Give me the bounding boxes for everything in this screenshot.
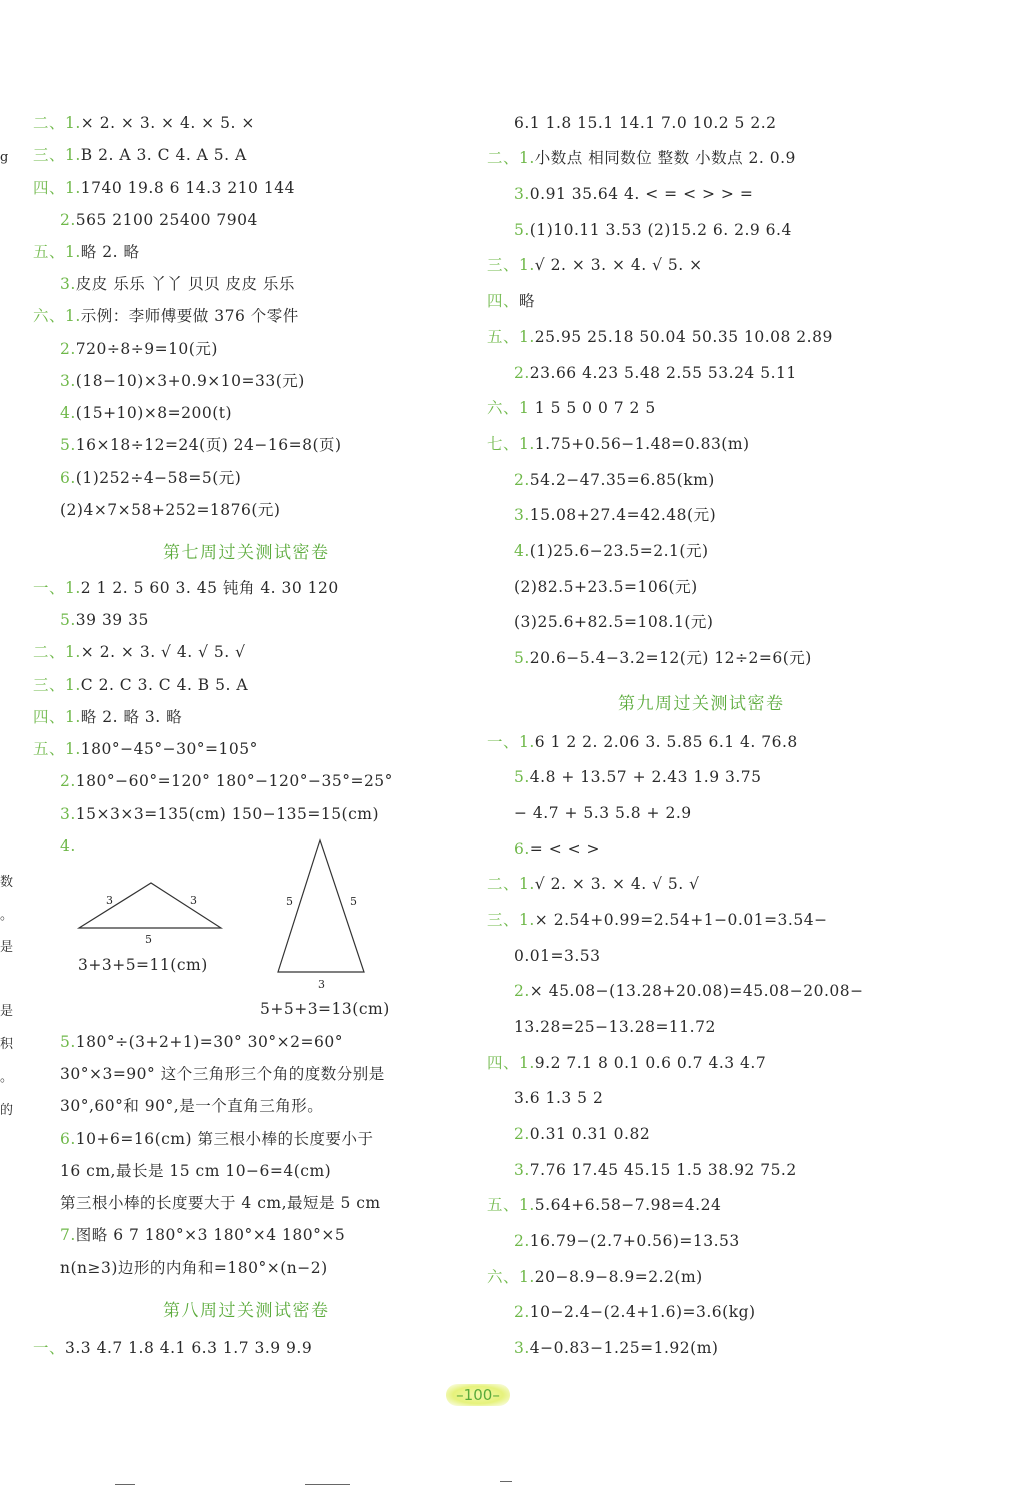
left-edge-fragment: 数	[0, 875, 14, 890]
answer-line: 2.54.2−47.35=6.85(km)	[514, 471, 715, 489]
answer-line: 六、1.20−8.9−8.9=2.2(m)	[487, 1268, 703, 1286]
answer-line: 4.(1)25.6−23.5=2.1(元)	[514, 542, 709, 560]
answer-line: 3.15×3×3=135(cm) 150−135=15(cm)	[60, 805, 380, 823]
answer-line: 3.7.76 17.45 45.15 1.5 38.92 75.2	[514, 1161, 797, 1179]
answer-line: 五、1.180°−45°−30°=105°	[33, 740, 258, 758]
answer-line: (3)25.6+82.5=108.1(元)	[514, 613, 714, 631]
answer-line: 5.(1)10.11 3.53 (2)15.2 6. 2.9 6.4	[514, 221, 792, 239]
scan-mark	[305, 1484, 350, 1485]
answer-line: 3.6 1.3 5 2	[514, 1089, 604, 1107]
answer-line: 五、1.25.95 25.18 50.04 50.35 10.08 2.89	[487, 328, 833, 346]
answer-line: 一、3.3 4.7 1.8 4.1 6.3 1.7 3.9 9.9	[33, 1339, 313, 1357]
triangle-figure-2	[270, 834, 380, 992]
left-edge-fragment: 。	[0, 1070, 14, 1085]
answer-line: 16 cm,最长是 15 cm 10−6=4(cm)	[60, 1162, 332, 1180]
answer-line: 三、1.√ 2. × 3. × 4. √ 5. ×	[487, 256, 703, 274]
triangle-figure-1	[70, 872, 230, 947]
answer-line: 2.16.79−(2.7+0.56)=13.53	[514, 1232, 740, 1250]
page-number-dash-left: –	[456, 1386, 464, 1404]
triangle-2-base: 3	[318, 978, 325, 991]
answer-line: 三、1.× 2.54+0.99=2.54+1−0.01=3.54−	[487, 911, 828, 929]
answer-line: 5.180°÷(3+2+1)=30° 30°×2=60°	[60, 1033, 343, 1051]
left-edge-fragment: 。	[0, 908, 14, 923]
answer-line: 5.4.8 + 13.57 + 2.43 1.9 3.75	[514, 768, 762, 786]
answer-line: 5.39 39 35	[60, 611, 149, 629]
triangle-1-side-b: 3	[190, 894, 197, 907]
answer-line: 六、1 1 5 5 0 0 7 2 5	[487, 399, 656, 417]
answer-line: 2.565 2100 25400 7904	[60, 211, 258, 229]
answer-line: − 4.7 + 5.3 5.8 + 2.9	[514, 804, 692, 822]
answer-line: n(n≥3)边形的内角和=180°×(n−2)	[60, 1259, 328, 1277]
answer-line: 三、1.C 2. C 3. C 4. B 5. A	[33, 676, 249, 694]
answer-line: 6.= < < >	[514, 840, 601, 858]
answer-line: 3.皮皮 乐乐 丫丫 贝贝 皮皮 乐乐	[60, 275, 295, 293]
triangle-1-side-a: 3	[106, 894, 113, 907]
answer-line: 3.15.08+27.4=42.48(元)	[514, 506, 717, 524]
answer-line: 2.23.66 4.23 5.48 2.55 53.24 5.11	[514, 364, 797, 382]
page-number	[446, 1384, 510, 1406]
answer-line: 2.10−2.4−(2.4+1.6)=3.6(kg)	[514, 1303, 756, 1321]
section-title-week8: 第八周过关测试密卷	[163, 1301, 330, 1321]
answer-line: 3.(18−10)×3+0.9×10=33(元)	[60, 372, 305, 390]
answer-line: 一、1.2 1 2. 5 60 3. 45 钝角 4. 30 120	[33, 579, 339, 597]
answer-line: 6.10+6=16(cm) 第三根小棒的长度要小于	[60, 1130, 374, 1148]
triangle-2-side-a: 5	[286, 895, 293, 908]
answer-line: 四、略	[487, 292, 536, 310]
answer-line: 5.16×18÷12=24(页) 24−16=8(页)	[60, 436, 342, 454]
answer-line: 13.28=25−13.28=11.72	[514, 1018, 716, 1036]
answer-line: 第三根小棒的长度要大于 4 cm,最短是 5 cm	[60, 1194, 381, 1212]
answer-line: 七、1.1.75+0.56−1.48=0.83(m)	[487, 435, 750, 453]
answer-line: 4.(15+10)×8=200(t)	[60, 404, 233, 422]
answer-line: 7.图略 6 7 180°×3 180°×4 180°×5	[60, 1226, 346, 1244]
answer-line: 二、1.× 2. × 3. √ 4. √ 5. √	[33, 643, 246, 661]
answer-line: 2.180°−60°=120° 180°−120°−35°=25°	[60, 772, 393, 790]
answer-line: 0.01=3.53	[514, 947, 601, 965]
answer-line: 3.0.91 35.64 4. < = < > > =	[514, 185, 754, 203]
answer-line: 二、1.√ 2. × 3. × 4. √ 5. √	[487, 875, 700, 893]
answer-line: 六、1.示例：李师傅要做 376 个零件	[33, 307, 299, 325]
page-number-dash-right: –	[492, 1386, 500, 1404]
left-edge-fragment: 积	[0, 1037, 14, 1052]
answer-line: 30°,60°和 90°,是一个直角三角形。	[60, 1097, 324, 1115]
answer-line: 30°×3=90° 这个三角形三个角的度数分别是	[60, 1065, 385, 1083]
answer-line: 二、1.小数点 相同数位 整数 小数点 2. 0.9	[487, 149, 796, 167]
answer-line: 3.4−0.83−1.25=1.92(m)	[514, 1339, 719, 1357]
triangle-1-caption: 3+3+5=11(cm)	[78, 956, 208, 974]
answer-line: 6.(1)252÷4−58=5(元)	[60, 469, 242, 487]
triangle-2-caption: 5+5+3=13(cm)	[260, 1000, 390, 1018]
answer-line: 四、1.1740 19.8 6 14.3 210 144	[33, 179, 295, 197]
answer-line: 6.1 1.8 15.1 14.1 7.0 10.2 5 2.2	[514, 114, 777, 132]
answer-line: (2)82.5+23.5=106(元)	[514, 578, 698, 596]
answer-line: 2.0.31 0.31 0.82	[514, 1125, 651, 1143]
answer-line: 2.× 45.08−(13.28+20.08)=45.08−20.08−	[514, 982, 864, 1000]
left-edge-fragment: g	[0, 150, 9, 165]
answer-line: (2)4×7×58+252=1876(元)	[60, 501, 281, 519]
answer-line: 2.720÷8÷9=10(元)	[60, 340, 218, 358]
answer-line: 4.	[60, 837, 76, 855]
answer-line: 五、1.5.64+6.58−7.98=4.24	[487, 1196, 722, 1214]
answer-line: 五、1.略 2. 略	[33, 243, 140, 261]
left-edge-fragment: 的	[0, 1103, 14, 1118]
scan-mark	[115, 1484, 135, 1485]
page-number-value: 100	[463, 1386, 493, 1404]
answer-line: 5.20.6−5.4−3.2=12(元) 12÷2=6(元)	[514, 649, 812, 667]
answer-line: 四、1.略 2. 略 3. 略	[33, 708, 183, 726]
answer-line: 二、1.× 2. × 3. × 4. × 5. ×	[33, 114, 255, 132]
answer-line: 一、1.6 1 2 2. 2.06 3. 5.85 6.1 4. 76.8	[487, 733, 798, 751]
scan-mark	[500, 1481, 512, 1482]
answer-line: 四、1.9.2 7.1 8 0.1 0.6 0.7 4.3 4.7	[487, 1054, 767, 1072]
section-title-week7: 第七周过关测试密卷	[163, 543, 330, 563]
left-edge-fragment: 是	[0, 1004, 14, 1019]
answer-line: 三、1.B 2. A 3. C 4. A 5. A	[33, 146, 247, 164]
left-edge-fragment: 是	[0, 940, 14, 955]
triangle-1-base: 5	[145, 933, 152, 946]
section-title-week9: 第九周过关测试密卷	[618, 694, 785, 714]
triangle-2-side-b: 5	[350, 895, 357, 908]
